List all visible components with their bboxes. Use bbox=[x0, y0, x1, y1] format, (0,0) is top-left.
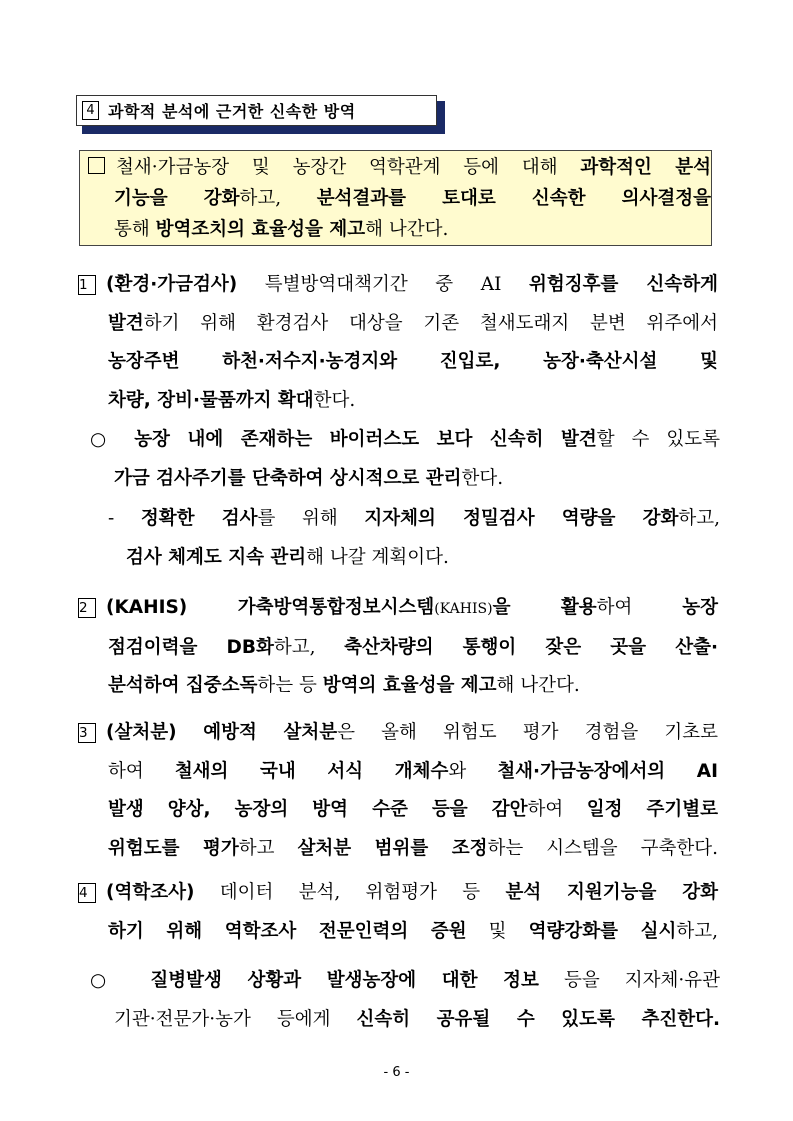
item-emphasis: 살처분 범위를 조정 bbox=[297, 837, 488, 859]
item-kahis bbox=[78, 589, 718, 706]
sub-text: 등을 지자체·유관 bbox=[538, 970, 720, 991]
checkbox-square-icon bbox=[88, 157, 105, 174]
item-emphasis: 분석하여 집중소독 bbox=[108, 675, 258, 696]
item-emphasis: 위험도를 평가 bbox=[108, 837, 239, 859]
item-text: 및 bbox=[466, 920, 529, 942]
item-emphasis: 분석 지원기능을 강화 bbox=[505, 882, 718, 903]
dash-emphasis: 검사 체계도 지속 관리 bbox=[126, 546, 307, 568]
summary-box bbox=[79, 150, 712, 246]
sub-line bbox=[90, 460, 720, 499]
summary-emphasis: 방역조치의 효율성을 제고 bbox=[155, 219, 366, 240]
summary-text: 해 나간다. bbox=[365, 219, 449, 240]
item-emphasis: 철새·가금농장에서의 AI bbox=[497, 760, 718, 782]
item-line bbox=[78, 714, 718, 753]
item-text: 하여 bbox=[108, 760, 175, 782]
item-text: 하는 등 bbox=[257, 675, 323, 696]
item-emphasis: 농장 bbox=[682, 597, 718, 618]
item-text: 하기 위해 환경검사 대상을 기존 철새도래지 분변 위주에서 bbox=[143, 312, 718, 334]
section-title: 과학적 분석에 근거한 신속한 방역 bbox=[108, 102, 356, 121]
item-emphasis: 역량강화를 실시 bbox=[528, 920, 677, 942]
item-text: 해 나간다. bbox=[496, 675, 580, 696]
item-line bbox=[78, 629, 718, 668]
circle-bullet-icon: ○ bbox=[90, 970, 126, 991]
summary-emphasis: 분석결과를 토대로 신속한 의사결정을 bbox=[316, 188, 712, 209]
item-number: 3 bbox=[78, 723, 96, 743]
item-number: 2 bbox=[78, 598, 96, 618]
item-heading: (살처분) bbox=[106, 722, 177, 743]
item-emphasis: 을 활용 bbox=[492, 597, 597, 618]
summary-line-3 bbox=[88, 214, 711, 245]
item-text: 하고, bbox=[676, 920, 718, 942]
item-emphasis: 위험징후를 신속하게 bbox=[529, 274, 718, 295]
item-line bbox=[78, 266, 718, 305]
item4-sub-bullet bbox=[90, 962, 720, 1039]
item1-dash-bullet bbox=[108, 500, 720, 577]
item-text: 하고, bbox=[273, 636, 345, 658]
item-text: 은 올해 위험도 평가 경험을 기초로 bbox=[337, 722, 718, 743]
dash-text: 해 나갈 계획이다. bbox=[306, 546, 449, 568]
sub-line bbox=[90, 962, 720, 1001]
item-emphasis: 차량, 장비·물품까지 확대 bbox=[108, 389, 314, 411]
item-line bbox=[78, 753, 718, 792]
item-line bbox=[78, 382, 718, 421]
item-line bbox=[78, 305, 718, 344]
item-text: (KAHIS) bbox=[434, 601, 493, 617]
sub-emphasis: 신속히 공유될 수 있도록 추진한다. bbox=[356, 1008, 720, 1030]
item-environment-poultry-test bbox=[78, 266, 718, 420]
item-number: 1 bbox=[78, 275, 96, 295]
item-emphasis: 일정 주기별로 bbox=[586, 799, 718, 820]
sub-text: 기관·전문가·농가 등에게 bbox=[114, 1008, 357, 1030]
page-number: - 6 - bbox=[383, 1065, 410, 1080]
item-emphasis: 발견 bbox=[108, 312, 144, 334]
item-epidemiology bbox=[78, 874, 718, 951]
item-emphasis: 발생 양상, 농장의 방역 수준 등을 감안 bbox=[108, 799, 528, 820]
item-emphasis: 축산차량의 통행이 잦은 곳을 산출· bbox=[344, 636, 718, 658]
circle-bullet-icon: ○ bbox=[90, 429, 118, 450]
item-emphasis: 농장주변 하천·저수지·농경지와 진입로, 농장·축산시설 및 bbox=[108, 351, 718, 372]
dash-bullet-icon: - bbox=[108, 508, 115, 529]
dash-line bbox=[108, 500, 720, 539]
summary-line-1 bbox=[88, 152, 711, 183]
section-number: 4 bbox=[82, 101, 99, 120]
summary-line-2 bbox=[88, 183, 711, 214]
sub-line bbox=[90, 1001, 720, 1040]
item-emphasis: 하기 위해 역학조사 전문인력의 증원 bbox=[108, 920, 467, 942]
item-heading: (역학조사) bbox=[106, 882, 195, 903]
dash-emphasis: 정확한 검사 bbox=[140, 508, 258, 529]
sub-text: 할 수 있도록 bbox=[596, 429, 720, 450]
section-header-box bbox=[76, 95, 437, 126]
sub-text: 한다. bbox=[461, 467, 504, 489]
item-line bbox=[78, 343, 718, 382]
summary-emphasis: 과학적인 분석 bbox=[580, 157, 711, 178]
item-emphasis: 철새의 국내 서식 개체수 bbox=[174, 760, 449, 782]
item-line bbox=[78, 667, 718, 706]
item-line bbox=[78, 874, 718, 913]
item-text: 데이터 분석, 위험평가 등 bbox=[194, 882, 506, 903]
item-line bbox=[78, 830, 718, 869]
dash-text: 를 위해 bbox=[257, 508, 365, 529]
summary-text: 통해 bbox=[114, 219, 156, 240]
item-text: 하여 bbox=[596, 597, 683, 618]
item-heading: (KAHIS) bbox=[106, 597, 188, 618]
item-culling bbox=[78, 714, 718, 868]
sub-emphasis: 농장 내에 존재하는 바이러스도 보다 신속히 발견 bbox=[134, 429, 597, 450]
dash-line bbox=[108, 539, 720, 578]
section-header bbox=[76, 95, 446, 131]
item-text: 하여 bbox=[527, 799, 587, 820]
summary-text: 철새·가금농장 및 농장간 역학관계 등에 대해 bbox=[116, 157, 581, 178]
summary-emphasis: 기능을 강화 bbox=[114, 188, 240, 209]
item-text: 하고 bbox=[238, 837, 298, 859]
item-line bbox=[78, 913, 718, 952]
item-emphasis: 방역의 효율성을 제고 bbox=[322, 675, 497, 696]
item1-sub-bullet bbox=[90, 421, 720, 498]
item-line bbox=[78, 791, 718, 830]
item-text: 하는 시스템을 구축한다. bbox=[487, 837, 718, 859]
item-emphasis: 점검이력을 DB화 bbox=[108, 636, 274, 658]
item-text: 와 bbox=[448, 760, 498, 782]
item-line bbox=[78, 589, 718, 629]
sub-emphasis: 질병발생 상황과 발생농장에 대한 정보 bbox=[150, 970, 539, 991]
item-emphasis: 가축방역통합정보시스템 bbox=[187, 597, 435, 618]
summary-text: 하고, bbox=[239, 188, 317, 209]
item-text: 한다. bbox=[313, 389, 356, 411]
dash-text: 하고, bbox=[678, 508, 721, 529]
item-text: 특별방역대책기간 중 AI bbox=[237, 274, 530, 295]
sub-emphasis: 가금 검사주기를 단축하여 상시적으로 관리 bbox=[114, 467, 462, 489]
item-emphasis: 예방적 살처분 bbox=[176, 722, 338, 743]
dash-emphasis: 지자체의 정밀검사 역량을 강화 bbox=[364, 508, 679, 529]
sub-line bbox=[90, 421, 720, 460]
item-heading: (환경·가금검사) bbox=[106, 274, 238, 295]
item-number: 4 bbox=[78, 883, 96, 903]
